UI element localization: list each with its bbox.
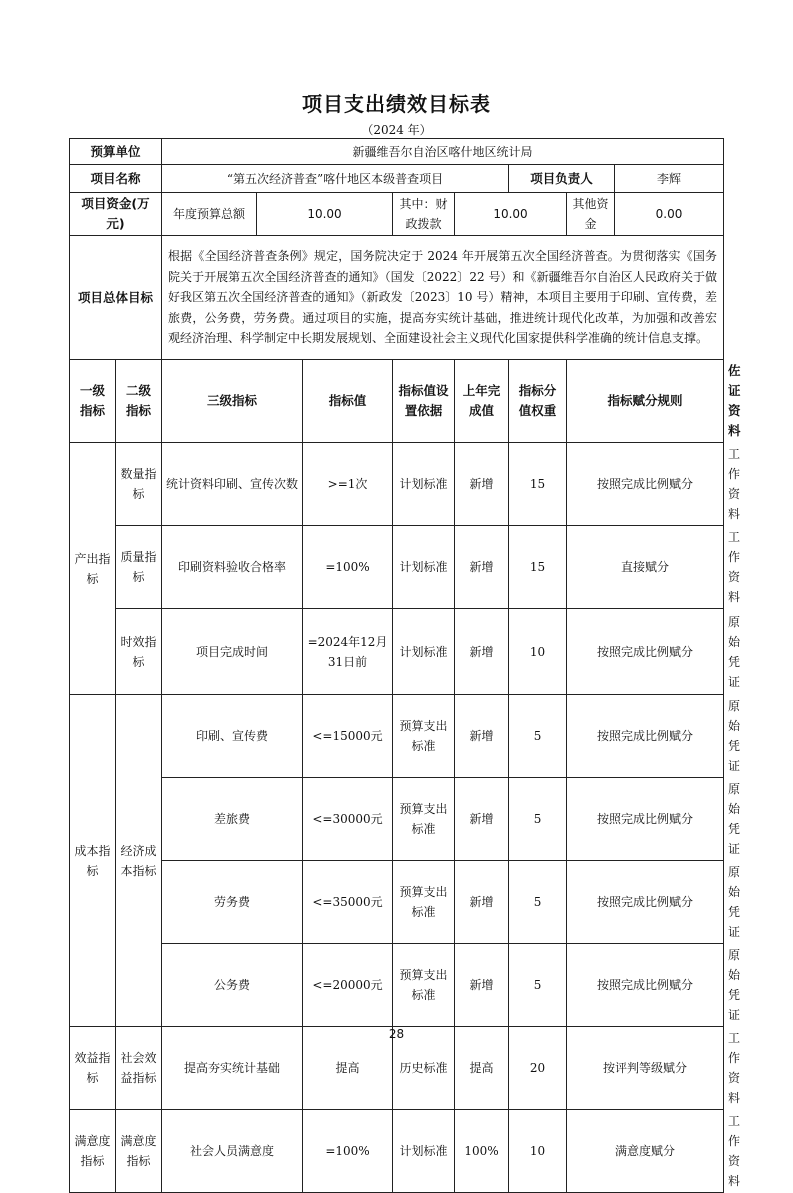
value-cell: =2024年12月31日前 — [303, 609, 393, 695]
header-basis: 指标值设置依据 — [393, 360, 455, 443]
table-row: 成本指标 经济成本指标 印刷、宣传费 <=15000元 预算支出标准 新增 5 按照完成比例赋分 原始凭证 — [70, 695, 724, 778]
basis-cell: 预算支出标准 — [393, 861, 455, 944]
weight-cell: 5 — [509, 695, 567, 778]
indicator-cell: 统计资料印刷、宣传次数 — [162, 443, 303, 526]
basis-cell: 预算支出标准 — [393, 944, 455, 1027]
value-cell: =100% — [303, 1110, 393, 1193]
rule-cell: 按照完成比例赋分 — [567, 609, 724, 695]
weight-cell: 5 — [509, 944, 567, 1027]
last-year-cell: 100% — [455, 1110, 509, 1193]
funds-label: 项目资金(万元) — [70, 193, 162, 236]
last-year-cell: 新增 — [455, 526, 509, 609]
manager-label: 项目负责人 — [509, 165, 615, 193]
value-cell: 提高 — [303, 1027, 393, 1110]
rule-cell: 按照完成比例赋分 — [567, 443, 724, 526]
other-value: 0.00 — [615, 193, 724, 236]
header-level1: 一级指标 — [70, 360, 116, 443]
indicator-cell: 劳务费 — [162, 861, 303, 944]
budget-unit-label: 预算单位 — [70, 139, 162, 165]
weight-cell: 15 — [509, 526, 567, 609]
indicator-cell: 印刷资料验收合格率 — [162, 526, 303, 609]
table-row: 产出指标 数量指标 统计资料印刷、宣传次数 >=1次 计划标准 新增 15 按照完成比例赋分 工作资料 — [70, 443, 724, 526]
project-name-label: 项目名称 — [70, 165, 162, 193]
budget-unit-value: 新疆维吾尔自治区喀什地区统计局 — [162, 139, 724, 165]
subgroup-economic-cost: 经济成本指标 — [116, 695, 162, 1027]
header-level2: 二级指标 — [116, 360, 162, 443]
weight-cell: 10 — [509, 609, 567, 695]
weight-cell: 5 — [509, 861, 567, 944]
table-row: 效益指标 社会效益指标 提高夯实统计基础 提高 历史标准 提高 20 按评判等级赋分 工作资料 — [70, 1027, 724, 1110]
subgroup-quality: 质量指标 — [116, 526, 162, 609]
value-cell: >=1次 — [303, 443, 393, 526]
subgroup-quantity: 数量指标 — [116, 443, 162, 526]
header-last-year: 上年完成值 — [455, 360, 509, 443]
rule-cell: 按照完成比例赋分 — [567, 778, 724, 861]
indicator-cell: 提高夯实统计基础 — [162, 1027, 303, 1110]
rule-cell: 按评判等级赋分 — [567, 1027, 724, 1110]
page-number: 28 — [388, 1027, 405, 1041]
indicator-cell: 公务费 — [162, 944, 303, 1027]
basis-cell: 计划标准 — [393, 526, 455, 609]
value-cell: <=30000元 — [303, 778, 393, 861]
table-row: 劳务费 <=35000元 预算支出标准 新增 5 按照完成比例赋分 原始凭证 — [70, 861, 724, 944]
rule-cell: 满意度赋分 — [567, 1110, 724, 1193]
indicator-cell: 印刷、宣传费 — [162, 695, 303, 778]
goal-label: 项目总体目标 — [70, 236, 162, 360]
last-year-cell: 新增 — [455, 695, 509, 778]
page-title: 项目支出绩效目标表 — [302, 92, 491, 116]
indicator-cell: 社会人员满意度 — [162, 1110, 303, 1193]
basis-cell: 计划标准 — [393, 1110, 455, 1193]
project-name-value: “第五次经济普查”喀什地区本级普查项目 — [162, 165, 509, 193]
group-satisfaction: 满意度指标 — [70, 1110, 116, 1193]
basis-cell: 预算支出标准 — [393, 778, 455, 861]
last-year-cell: 新增 — [455, 778, 509, 861]
group-output: 产出指标 — [70, 443, 116, 695]
subgroup-social-benefit: 社会效益指标 — [116, 1027, 162, 1110]
table-row: 差旅费 <=30000元 预算支出标准 新增 5 按照完成比例赋分 原始凭证 — [70, 778, 724, 861]
header-value: 指标值 — [303, 360, 393, 443]
weight-cell: 10 — [509, 1110, 567, 1193]
fiscal-value: 10.00 — [455, 193, 567, 236]
value-cell: <=15000元 — [303, 695, 393, 778]
value-cell: <=35000元 — [303, 861, 393, 944]
rule-cell: 按照完成比例赋分 — [567, 695, 724, 778]
performance-table: 预算单位 新疆维吾尔自治区喀什地区统计局 项目名称 “第五次经济普查”喀什地区本级普查项目 项目负责人 李辉 项目资金(万元) 年度预算总额 10.00 其中：财政拨款 10.00 其他资金 0.00 项目总体目标 根据《全国经济普查条例》规定，国务院决定于 2024 年开展第五次全国经济普查。为贯彻落实《国务院关于开展第五次全国经济普查的通知》（国发〔2022〕22 号）和《新疆维吾尔自治区人民政府关于做好我区第五次全国经济普查的通知》（新政发〔2023〕10 号）精神，本项目主要用于印刷、宣传费，差旅费，公务费，劳务费。通过项目的实施，提高夯实统计基础，推进统计现代化改革，为加强和改善宏观经济治理、科学制定中长期发展规划、全面建设社会主义现代化国家提供科学准确的统计信息支撑。 一级指标 二级指标 三级指标 指标值 指标值设置依据 上年完成值 指标分值权重 指标赋分规则 佐证资料 产出指标 数量指标 统计资料印刷、宣传次数 >=1次 计划标准 新增 15 按照完成比例赋分 工作资料 质量指标 印刷资料验收合格率 =100% 计划标准 新增 15 直接赋分 工作资料 时效指标 项目完成时间 =2024年12月31日前 计划标准 新增 10 按照完成比例赋分 原始凭证 成本指标 经济成本指标 印刷、宣传费 <=15000元 预算支出标准 新增 5 按照完成比例赋分 原始凭证 差旅费 <=30000元 预算支出标准 新增 5 按照完成比例赋分 原始凭证 劳务费 <=35000元 预算支出标准 新增 5 按照完成比例赋分 原始凭证 公务费 <=20000元 预算支出标准 新增 5 按照完成比例赋分 原始凭证 效益指标 社会效益指标 提高夯实统计基础 提高 历史标准 提高 20 按评判等级赋分 工作资料 满意度指标 满意度指标 社会人员满意度 =100% 计划标准 100% 10 满意度赋分 工作资料 — [69, 138, 724, 1193]
value-cell: <=20000元 — [303, 944, 393, 1027]
subgroup-timeliness: 时效指标 — [116, 609, 162, 695]
basis-cell: 计划标准 — [393, 609, 455, 695]
basis-cell: 预算支出标准 — [393, 695, 455, 778]
basis-cell: 计划标准 — [393, 443, 455, 526]
header-level3: 三级指标 — [162, 360, 303, 443]
subgroup-satisfaction: 满意度指标 — [116, 1110, 162, 1193]
table-row: 质量指标 印刷资料验收合格率 =100% 计划标准 新增 15 直接赋分 工作资料 — [70, 526, 724, 609]
header-weight: 指标分值权重 — [509, 360, 567, 443]
last-year-cell: 新增 — [455, 861, 509, 944]
weight-cell: 15 — [509, 443, 567, 526]
annual-budget-value: 10.00 — [257, 193, 393, 236]
basis-cell: 历史标准 — [393, 1027, 455, 1110]
group-cost: 成本指标 — [70, 695, 116, 1027]
indicator-cell: 差旅费 — [162, 778, 303, 861]
rule-cell: 按照完成比例赋分 — [567, 861, 724, 944]
table-row: 满意度指标 满意度指标 社会人员满意度 =100% 计划标准 100% 10 满意度赋分 工作资料 — [70, 1110, 724, 1193]
last-year-cell: 提高 — [455, 1027, 509, 1110]
last-year-cell: 新增 — [455, 944, 509, 1027]
rule-cell: 直接赋分 — [567, 526, 724, 609]
value-cell: =100% — [303, 526, 393, 609]
header-rule: 指标赋分规则 — [567, 360, 724, 443]
manager-value: 李辉 — [615, 165, 724, 193]
goal-text: 根据《全国经济普查条例》规定，国务院决定于 2024 年开展第五次全国经济普查。为贯彻落实《国务院关于开展第五次全国经济普查的通知》（国发〔2022〕22 号）和《新疆维吾尔自治区人民政府关于做好我区第五次全国经济普查的通知》（新政发〔2023〕10 号）精神，本项目主要用于印刷、宣传费，差旅费，公务费，劳务费。通过项目的实施，提高夯实统计基础，推进统计现代化改革，为加强和改善宏观经济治理、科学制定中长期发展规划、全面建设社会主义现代化国家提供科学准确的统计信息支撑。 — [162, 236, 724, 360]
table-row: 公务费 <=20000元 预算支出标准 新增 5 按照完成比例赋分 原始凭证 — [70, 944, 724, 1027]
other-label: 其他资金 — [567, 193, 615, 236]
indicator-cell: 项目完成时间 — [162, 609, 303, 695]
table-row: 时效指标 项目完成时间 =2024年12月31日前 计划标准 新增 10 按照完成比例赋分 原始凭证 — [70, 609, 724, 695]
weight-cell: 20 — [509, 1027, 567, 1110]
annual-budget-label: 年度预算总额 — [162, 193, 257, 236]
last-year-cell: 新增 — [455, 443, 509, 526]
rule-cell: 按照完成比例赋分 — [567, 944, 724, 1027]
last-year-cell: 新增 — [455, 609, 509, 695]
fiscal-label: 其中：财政拨款 — [393, 193, 455, 236]
weight-cell: 5 — [509, 778, 567, 861]
year-label: （2024 年） — [361, 123, 432, 137]
group-benefit: 效益指标 — [70, 1027, 116, 1110]
